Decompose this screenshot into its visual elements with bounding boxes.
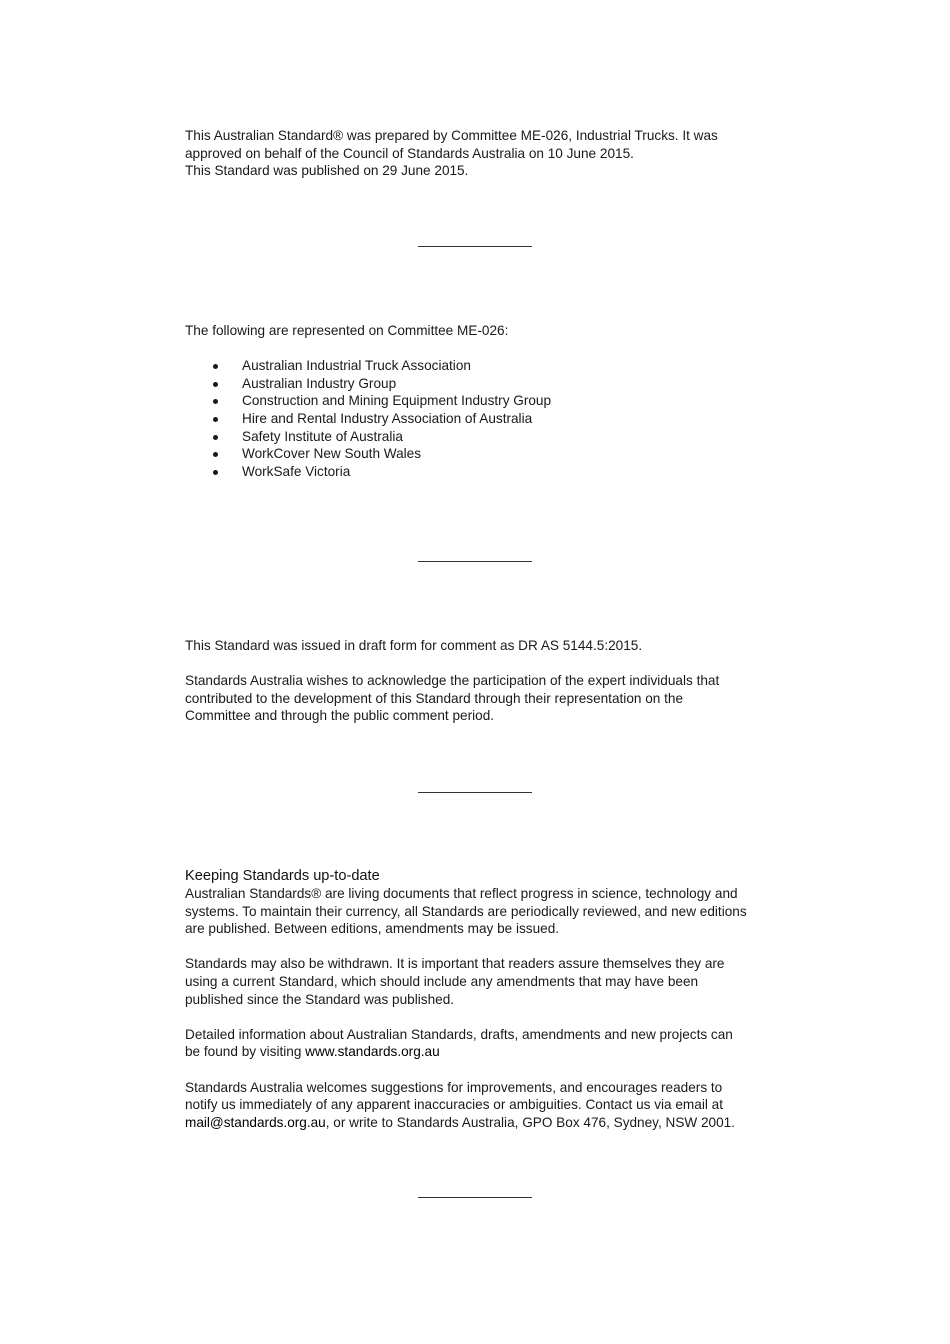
approval-line-2: approved on behalf of the Council of Standards Australia on 10 June 2015. [185, 145, 634, 161]
acknowledgement-line-3: Committee and through the public comment period. [185, 708, 495, 724]
p3-line-1: Detailed information about Australian Standards, drafts, amendments and new projects can [185, 1026, 733, 1042]
p4-line-3: mail@standards.org.au, or write to Standards Australia, GPO Box 476, Sydney, NSW 2001. [185, 1114, 736, 1130]
p2-line-2: using a current Standard, which should include any amendments that may have been [185, 973, 699, 989]
acknowledgement-line-2: contributed to the development of this Standard through their representation on the [185, 690, 684, 706]
p2-line-3: published since the Standard was published. [185, 991, 455, 1007]
list-item: WorkCover New South Wales [185, 445, 775, 463]
committee-intro: The following are represented on Committee ME-026: [185, 323, 509, 338]
approval-section [185, 127, 775, 180]
list-item: WorkSafe Victoria [185, 463, 775, 481]
uptodate-section [185, 867, 775, 1131]
email-link[interactable]: mail@standards.org.au [185, 1114, 326, 1130]
bullet-icon [213, 417, 218, 422]
list-item: Hire and Rental Industry Association of Australia [185, 410, 775, 428]
committee-section [185, 322, 775, 480]
approval-line-1: This Australian Standard® was prepared by Committee ME-026, Industrial Trucks. It was [185, 128, 718, 143]
bullet-icon [213, 470, 218, 475]
list-item: Australian Industrial Truck Association [185, 357, 775, 375]
divider-rule [418, 792, 532, 793]
p1-line-3: are published. Between editions, amendments may be issued. [185, 921, 560, 937]
p1-line-2: systems. To maintain their currency, all Standards are periodically reviewed, and new editions [185, 903, 747, 919]
acknowledgement-line-1: Standards Australia wishes to acknowledge the participation of the expert individuals that [185, 673, 720, 689]
bullet-icon [213, 382, 218, 387]
bullet-icon [213, 364, 218, 369]
bullet-icon [213, 399, 218, 404]
committee-member-list [185, 357, 775, 480]
bullet-icon [213, 452, 218, 457]
draft-section [185, 637, 775, 725]
list-item: Construction and Mining Equipment Industry Group [185, 392, 775, 410]
draft-issued-text: This Standard was issued in draft form for comment as DR AS 5144.5:2015. [185, 638, 643, 653]
divider-rule [418, 561, 532, 562]
list-item: Australian Industry Group [185, 375, 775, 393]
p2-line-1: Standards may also be withdrawn. It is important that readers assure themselves they are [185, 956, 725, 972]
p4-line-1: Standards Australia welcomes suggestions for improvements, and encourages readers to [185, 1079, 723, 1095]
divider-rule [418, 246, 532, 247]
p1-line-1: Australian Standards® are living documents that reflect progress in science, technology and [185, 886, 738, 901]
list-item: Safety Institute of Australia [185, 428, 775, 446]
website-link[interactable]: www.standards.org.au [305, 1044, 440, 1060]
p3-line-2: be found by visiting www.standards.org.au [185, 1044, 440, 1060]
p4-line-2: notify us immediately of any apparent inaccuracies or ambiguities. Contact us via email at [185, 1097, 723, 1113]
approval-line-3: This Standard was published on 29 June 2015. [185, 163, 469, 179]
section-heading: Keeping Standards up-to-date [185, 868, 380, 884]
bullet-icon [213, 435, 218, 440]
divider-rule [418, 1197, 532, 1198]
